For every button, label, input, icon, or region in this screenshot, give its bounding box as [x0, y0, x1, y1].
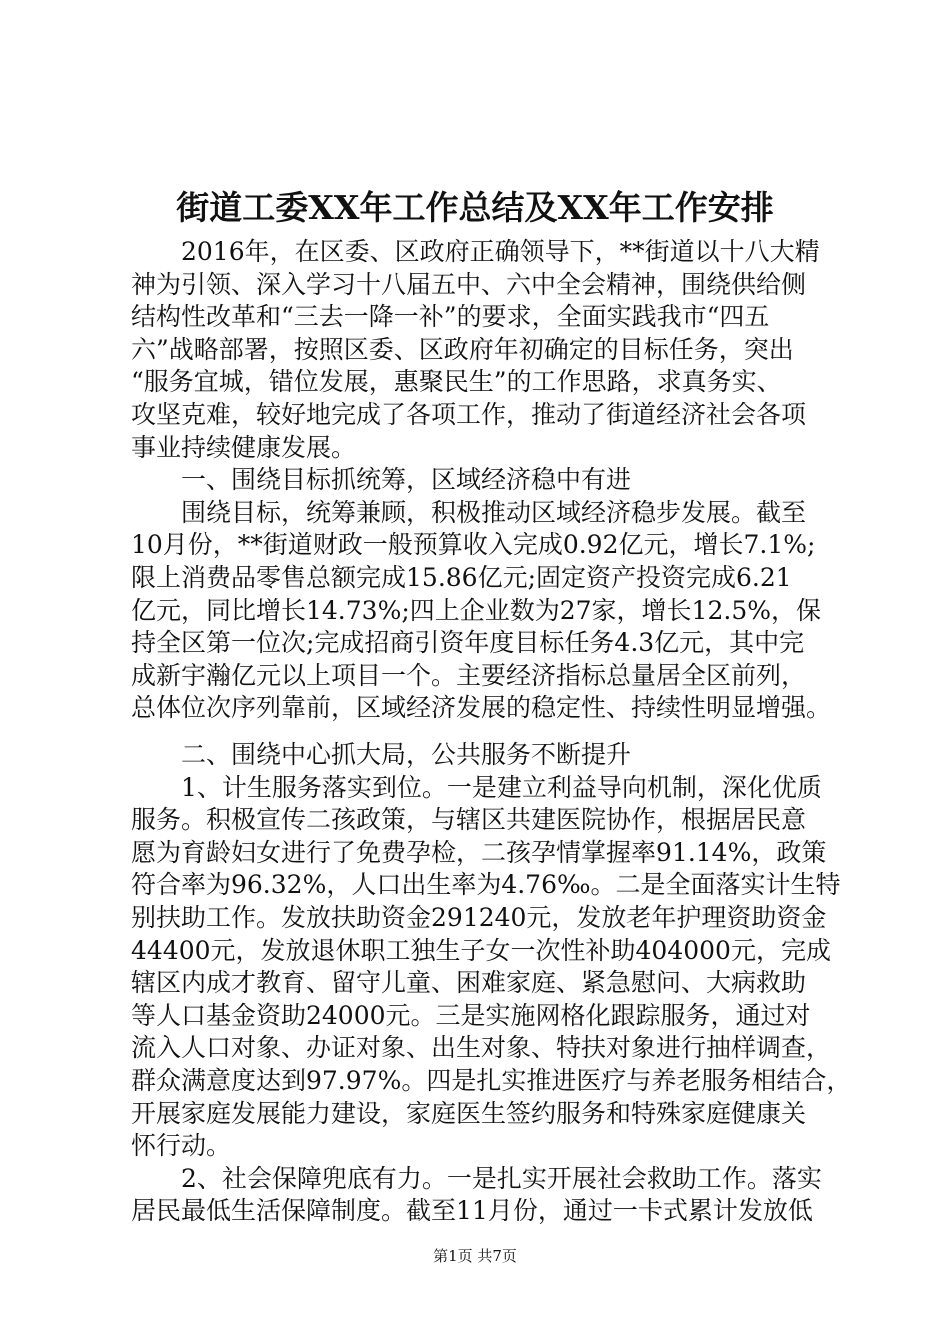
body-line: 六”战略部署，按照区委、区政府年初确定的目标任务，突出: [131, 335, 794, 364]
page-footer: 第1页 共7页: [433, 1247, 517, 1265]
body-line: 怀行动。: [131, 1131, 232, 1160]
body-line: 10月份，**街道财政一般预算收入完成0.92亿元，增长7.1%;: [131, 530, 816, 559]
body-line: 群众满意度达到97.97%。四是扎实推进医疗与养老服务相结合，: [131, 1066, 852, 1095]
body-line: 限上消费品零售总额完成15.86亿元;固定资产投资完成6.21: [131, 563, 792, 592]
body-line: “服务宜城，错位发展，惠聚民生”的工作思路，求真务实、: [131, 367, 782, 396]
body-line: 符合率为96.32%，人口出生率为4.76‰。二是全面落实计生特: [131, 870, 841, 899]
body-line: 1、计生服务落实到位。一是建立利益导向机制，深化优质: [131, 773, 822, 802]
body-line: 成新宇瀚亿元以上项目一个。主要经济指标总量居全区前列，: [131, 661, 807, 690]
body-line: 别扶助工作。发放扶助资金291240元，发放老年护理资助资金: [131, 903, 827, 932]
body-line: 44400元，发放退休职工独生子女一次性补助404000元，完成: [131, 936, 831, 965]
body-line: 居民最低生活保障制度。截至11月份，通过一卡式累计发放低: [131, 1196, 813, 1225]
body-line: 攻坚克难，较好地完成了各项工作，推动了街道经济社会各项: [131, 400, 807, 429]
document-title: 街道工委XX年工作总结及XX年工作安排: [176, 188, 774, 227]
body-line: 总体位次序列靠前，区域经济发展的稳定性、持续性明显增强。: [131, 693, 832, 722]
body-line: 服务。积极宣传二孩政策，与辖区共建医院协作，根据居民意: [131, 805, 807, 834]
body-line: 等人口基金资助24000元。三是实施网格化跟踪服务，通过对: [131, 1001, 811, 1030]
body-line: 2、社会保障兜底有力。一是扎实开展社会救助工作。落实: [131, 1164, 822, 1193]
body-line: 愿为育龄妇女进行了免费孕检，二孩孕情掌握率91.14%，政策: [131, 838, 827, 867]
body-line: 2016年，在区委、区政府正确领导下，**街道以十八大精: [131, 237, 820, 266]
body-line: 事业持续健康发展。: [131, 433, 357, 462]
body-line: 围绕目标，统筹兼顾，积极推动区域经济稳步发展。截至: [131, 498, 807, 527]
body-line: 辖区内成才教育、留守儿童、困难家庭、紧急慰问、大病救助: [131, 968, 807, 997]
section-heading: 一、围绕目标抓统筹，区域经济稳中有进: [131, 465, 632, 494]
body-line: 亿元，同比增长14.73%;四上企业数为27家，增长12.5%，保: [131, 596, 821, 625]
body-line: 神为引领、深入学习十八届五中、六中全会精神，围绕供给侧: [131, 270, 807, 299]
body-line: 开展家庭发展能力建设，家庭医生签约服务和特殊家庭健康关: [131, 1099, 807, 1128]
body-line: 流入人口对象、办证对象、出生对象、特扶对象进行抽样调查，: [131, 1033, 832, 1062]
section-heading: 二、围绕中心抓大局，公共服务不断提升: [131, 740, 632, 769]
body-line: 结构性改革和“三去一降一补”的要求，全面实践我市“四五: [131, 302, 770, 331]
body-line: 持全区第一位次;完成招商引资年度目标任务4.3亿元，其中完: [131, 628, 805, 657]
